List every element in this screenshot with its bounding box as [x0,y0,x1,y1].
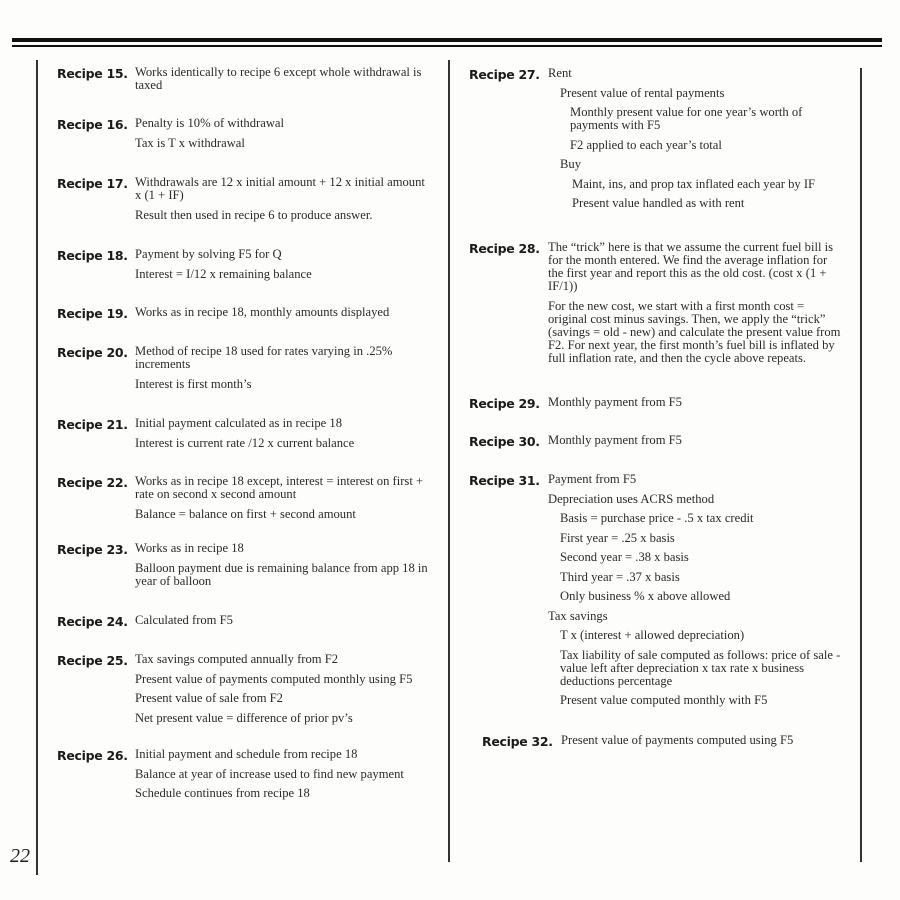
recipe-description [135,345,430,397]
recipe-line: Tax savings computed annually from F2 [135,652,339,666]
recipe-line: T x (interest + allowed depreciation) [560,628,745,642]
recipe-line: Interest is first month’s [135,376,252,391]
recipe-description [135,176,430,228]
recipe-line: Result then used in recipe 6 to produce answer. [135,207,373,222]
recipe-description [135,748,430,807]
top-rule-thick [12,38,882,42]
recipe-label: Recipe 30. [469,434,540,449]
recipe-line: Net present value = difference of prior pv’s [135,710,353,725]
recipe-line: Payment from F5 [548,472,637,486]
recipe-line: Monthly payment from F5 [548,433,682,447]
recipe-line: Initial payment and schedule from recipe 18 [135,747,358,761]
recipe-line: Third year = .37 x basis [560,569,680,584]
recipe-line: Method of recipe 18 used for rates varying in .25% increments [135,344,393,371]
recipe-line: Works as in recipe 18 except, interest = interest on first + rate on second x second amount [135,474,424,501]
recipe-line: Works as in recipe 18 [135,541,244,555]
recipe-line: Present value of sale from F2 [135,691,283,705]
recipe-line: Basis = purchase price - .5 x tax credit [560,511,754,525]
recipe-line: First year = .25 x basis [560,530,675,545]
recipe-line: Tax savings [548,608,608,623]
recipe-label: Recipe 16. [57,117,128,132]
column-divider [448,60,450,862]
recipe-line: The “trick” here is that we assume the current fuel bill is for the month entered. We find the average inflation for the first year and report this as the old cost. (cost x (1 + IF/1)) [548,240,834,293]
recipe-description [135,653,430,731]
recipe-line: For the new cost, we start with a first month cost = original cost minus savings. Then, we apply the “trick” (savings = old - new) and calculate the present value from F2. For next year, the first month’s fuel bill is inflated by full inflation rate, and then the cycle above repeats. [548,298,841,365]
recipe-line: Only business % x above allowed [560,589,731,603]
recipe-line: Interest is current rate /12 x current balance [135,435,355,450]
recipe-description [548,473,843,714]
recipe-line: Works as in recipe 18, monthly amounts displayed [135,305,390,319]
recipe-line: Penalty is 10% of withdrawal [135,116,284,130]
recipe-line: Monthly present value for one year’s worth of payments with F5 [570,105,803,132]
page-number: 22 [10,845,30,867]
right-margin-line [860,68,862,862]
recipe-line: Tax liability of sale computed as follows: price of sale - value left after depreciation x tax rate x business deductions percentage [560,647,841,688]
recipe-description [135,66,430,99]
recipe-line: Present value of rental payments [560,85,725,100]
recipe-description [135,475,430,527]
recipe-label: Recipe 31. [469,473,540,488]
recipe-label: Recipe 17. [57,176,128,191]
recipe-line: Maint, ins, and prop tax inflated each year by IF [572,176,816,191]
recipe-description [548,396,843,416]
recipe-line: Calculated from F5 [135,613,233,627]
recipe-label: Recipe 15. [57,66,128,81]
recipe-line: Balloon payment due is remaining balance from app 18 in year of balloon [135,560,428,588]
recipe-label: Recipe 24. [57,614,128,629]
recipe-label: Recipe 20. [57,345,128,360]
recipe-line: Payment by solving F5 for Q [135,247,282,261]
recipe-line: Present value computed monthly with F5 [560,693,768,707]
recipe-description [548,434,843,454]
recipe-line: Present value of payments computed using F5 [561,733,794,747]
recipe-line: Schedule continues from recipe 18 [135,786,310,800]
recipe-label: Recipe 29. [469,396,540,411]
recipe-description [135,417,430,456]
recipe-line: Withdrawals are 12 x initial amount + 12 x initial amount x (1 + IF) [135,175,425,202]
recipe-line: Rent [548,66,572,80]
recipe-description [135,542,430,594]
recipe-line: Balance = balance on first + second amount [135,506,356,521]
recipe-description [548,241,843,371]
recipe-description [135,306,430,326]
recipe-line: Interest = I/12 x remaining balance [135,266,312,281]
recipe-line: F2 applied to each year’s total [570,137,722,152]
left-margin-line [36,60,38,875]
recipe-label: Recipe 19. [57,306,128,321]
recipe-label: Recipe 23. [57,542,128,557]
recipe-description [135,614,430,634]
recipe-line: Second year = .38 x basis [560,550,689,564]
recipe-line: Initial payment calculated as in recipe 18 [135,416,343,430]
recipe-line: Present value handled as with rent [572,196,745,210]
recipe-line: Works identically to recipe 6 except whole withdrawal is taxed [135,65,422,92]
recipe-description [548,67,843,217]
top-rule-thin [12,45,882,47]
recipe-label: Recipe 22. [57,475,128,490]
recipe-line: Depreciation uses ACRS method [548,491,715,506]
recipe-line: Tax is T x withdrawal [135,135,245,150]
recipe-label: Recipe 18. [57,248,128,263]
recipe-label: Recipe 26. [57,748,128,763]
recipe-line: Balance at year of increase used to find new payment [135,766,404,781]
recipe-line: Monthly payment from F5 [548,395,682,409]
recipe-label: Recipe 21. [57,417,128,432]
recipe-description [561,734,843,754]
recipe-label: Recipe 28. [469,241,540,256]
recipe-description [135,248,430,287]
recipe-description [135,117,430,156]
recipe-line: Buy [560,157,581,171]
recipe-label: Recipe 25. [57,653,128,668]
recipe-label: Recipe 27. [469,67,540,82]
recipe-label: Recipe 32. [482,734,553,749]
recipe-line: Present value of payments computed monthly using F5 [135,671,413,686]
